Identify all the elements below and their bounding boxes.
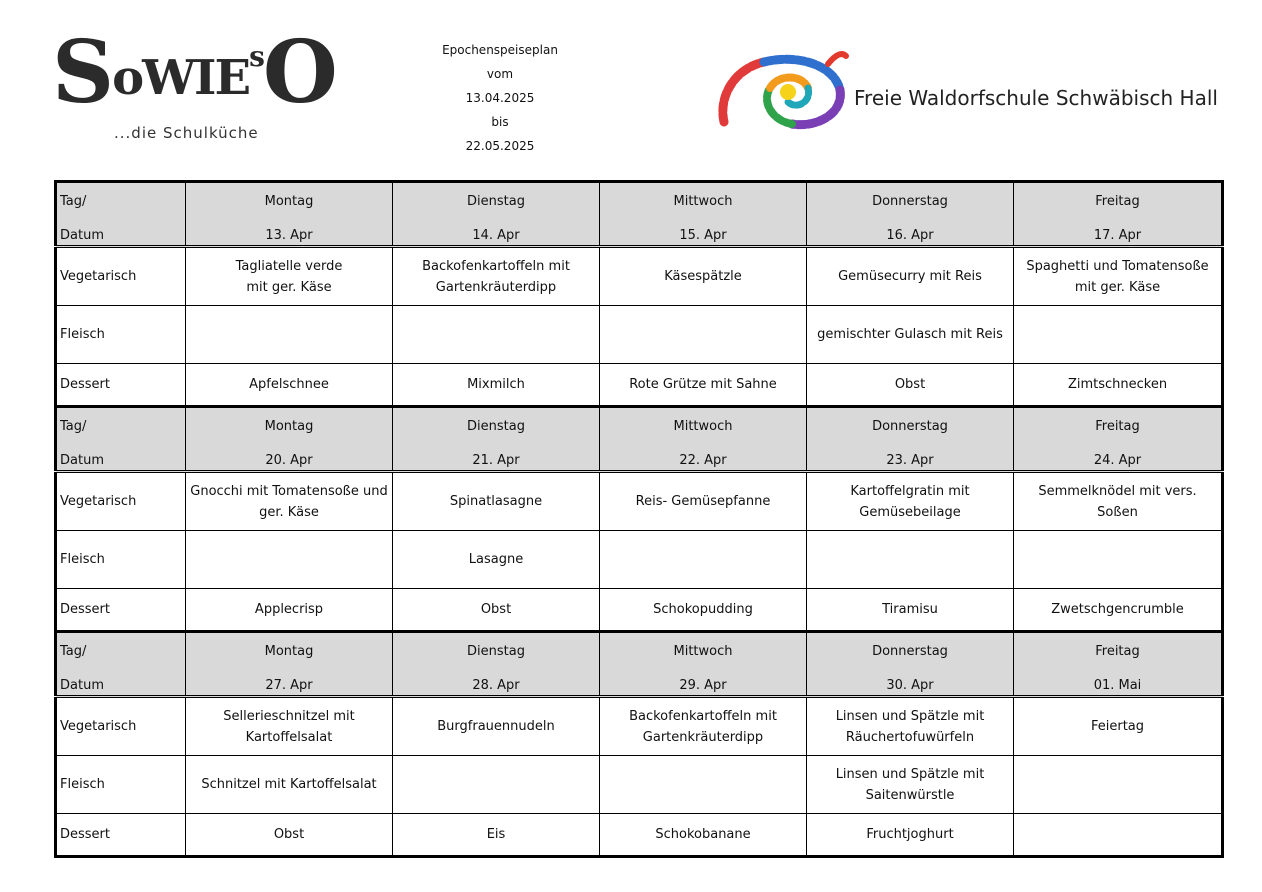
vegetarian-dish: Spaghetti und Tomatensoße mit ger. Käse <box>1014 247 1223 306</box>
day-date: 20. Apr <box>265 453 313 468</box>
day-label: Tag/ <box>60 644 87 659</box>
plan-title: Epochenspeiseplan <box>442 43 558 57</box>
logo-wordmark: SoWIEsO <box>52 22 336 123</box>
spiral-icon <box>716 50 850 130</box>
plan-period <box>420 38 580 158</box>
meat-dish <box>393 306 600 364</box>
day-header-cell <box>1014 182 1223 247</box>
weekday-name: Donnerstag <box>872 194 948 209</box>
plan-start-date: 13.04.2025 <box>465 91 535 105</box>
meat-dish <box>600 306 807 364</box>
weekday-name: Dienstag <box>467 419 525 434</box>
date-label: Datum <box>60 228 104 243</box>
meat-dish <box>186 531 393 589</box>
meat-dish <box>1014 531 1223 589</box>
vegetarian-dish: Backofenkartoffeln mit Gartenkräuterdipp <box>600 697 807 756</box>
day-date: 16. Apr <box>886 228 934 243</box>
day-date-label <box>56 407 186 472</box>
menu-table <box>54 180 1224 858</box>
dessert-dish: Obst <box>186 814 393 857</box>
vegetarian-row <box>56 697 1223 756</box>
sowieso-logo <box>52 22 336 145</box>
date-label: Datum <box>60 453 104 468</box>
day-header-cell <box>600 182 807 247</box>
vegetarian-dish: Gnocchi mit Tomatensoße und ger. Käse <box>186 472 393 531</box>
plan-to-label: bis <box>491 115 509 129</box>
weekday-name: Freitag <box>1095 419 1140 434</box>
weekday-name: Mittwoch <box>673 419 733 434</box>
meat-dish: Lasagne <box>393 531 600 589</box>
weekday-name: Dienstag <box>467 194 525 209</box>
weekday-name: Montag <box>264 644 314 659</box>
vegetarian-dish: Sellerieschnitzel mit Kartoffelsalat <box>186 697 393 756</box>
meat-dish <box>186 306 393 364</box>
meat-label: Fleisch <box>56 306 186 364</box>
meat-dish: Schnitzel mit Kartoffelsalat <box>186 756 393 814</box>
vegetarian-dish: Burgfrauennudeln <box>393 697 600 756</box>
day-header-cell <box>393 407 600 472</box>
logo-tagline: ...die Schulküche <box>114 124 259 142</box>
dessert-dish: Obst <box>807 364 1014 407</box>
day-date: 24. Apr <box>1093 453 1142 468</box>
meat-dish: Linsen und Spätzle mit Saitenwürstle <box>807 756 1014 814</box>
vegetarian-dish: Spinatlasagne <box>393 472 600 531</box>
week-header-row <box>56 407 1223 472</box>
weekday-name: Donnerstag <box>872 419 948 434</box>
dessert-dish: Fruchtjoghurt <box>807 814 1014 857</box>
vegetarian-dish: Feiertag <box>1014 697 1223 756</box>
dessert-dish: Obst <box>393 589 600 632</box>
vegetarian-label: Vegetarisch <box>56 697 186 756</box>
day-label: Tag/ <box>60 194 87 209</box>
day-date: 15. Apr <box>679 228 727 243</box>
day-header-cell <box>600 632 807 697</box>
meat-dish <box>1014 756 1223 814</box>
weekday-name: Freitag <box>1095 194 1140 209</box>
vegetarian-dish: Linsen und Spätzle mit Räuchertofuwürfeln <box>807 697 1014 756</box>
weekday-name: Montag <box>264 419 314 434</box>
meat-row <box>56 306 1223 364</box>
day-header-cell <box>807 182 1014 247</box>
dessert-dish: Zwetschgencrumble <box>1014 589 1223 632</box>
day-header-cell <box>807 407 1014 472</box>
week-header-row <box>56 632 1223 697</box>
vegetarian-dish: Backofenkartoffeln mit Gartenkräuterdipp <box>393 247 600 306</box>
day-header-cell <box>600 407 807 472</box>
dessert-dish: Zimtschnecken <box>1014 364 1223 407</box>
day-header-cell <box>1014 632 1223 697</box>
meat-row <box>56 756 1223 814</box>
vegetarian-dish: Käsespätzle <box>600 247 807 306</box>
dessert-label: Dessert <box>56 814 186 857</box>
day-date: 30. Apr <box>886 678 934 693</box>
dessert-dish <box>1014 814 1223 857</box>
dessert-row <box>56 364 1223 407</box>
dessert-row <box>56 589 1223 632</box>
meat-dish <box>393 756 600 814</box>
weekday-name: Montag <box>264 194 314 209</box>
dessert-dish: Rote Grütze mit Sahne <box>600 364 807 407</box>
day-header-cell <box>393 632 600 697</box>
vegetarian-dish: Kartoffelgratin mit Gemüsebeilage <box>807 472 1014 531</box>
school-name: Freie Waldorfschule Schwäbisch Hall <box>854 86 1218 110</box>
weekday-name: Dienstag <box>467 644 525 659</box>
vegetarian-dish: Semmelknödel mit vers. Soßen <box>1014 472 1223 531</box>
plan-end-date: 22.05.2025 <box>465 139 535 153</box>
weekday-name: Mittwoch <box>673 194 733 209</box>
vegetarian-dish: Reis- Gemüsepfanne <box>600 472 807 531</box>
vegetarian-dish: Gemüsecurry mit Reis <box>807 247 1014 306</box>
vegetarian-row <box>56 247 1223 306</box>
day-date: 14. Apr <box>472 228 520 243</box>
meat-dish <box>600 756 807 814</box>
meat-row <box>56 531 1223 589</box>
meat-dish: gemischter Gulasch mit Reis <box>807 306 1014 364</box>
day-header-cell <box>186 407 393 472</box>
vegetarian-label: Vegetarisch <box>56 247 186 306</box>
dessert-dish: Schokopudding <box>600 589 807 632</box>
vegetarian-row <box>56 472 1223 531</box>
vegetarian-label: Vegetarisch <box>56 472 186 531</box>
meat-dish <box>807 531 1014 589</box>
vegetarian-dish: Tagliatelle verde mit ger. Käse <box>186 247 393 306</box>
dessert-label: Dessert <box>56 364 186 407</box>
day-date: 13. Apr <box>265 228 313 243</box>
day-header-cell <box>186 632 393 697</box>
weekday-name: Donnerstag <box>872 644 948 659</box>
dessert-dish: Schokobanane <box>600 814 807 857</box>
dessert-dish: Tiramisu <box>807 589 1014 632</box>
dessert-dish: Eis <box>393 814 600 857</box>
meat-dish <box>600 531 807 589</box>
day-date: 29. Apr <box>679 678 727 693</box>
day-header-cell <box>186 182 393 247</box>
dessert-dish: Apfelschnee <box>186 364 393 407</box>
dessert-dish: Mixmilch <box>393 364 600 407</box>
meat-dish <box>1014 306 1223 364</box>
dessert-row <box>56 814 1223 857</box>
day-date: 28. Apr <box>472 678 520 693</box>
meat-label: Fleisch <box>56 531 186 589</box>
week-header-row <box>56 182 1223 247</box>
weekday-name: Freitag <box>1095 644 1140 659</box>
day-date-label <box>56 632 186 697</box>
day-date: 27. Apr <box>265 678 313 693</box>
weekday-name: Mittwoch <box>673 644 733 659</box>
day-header-cell <box>393 182 600 247</box>
day-label: Tag/ <box>60 419 87 434</box>
plan-from-label: vom <box>486 67 514 81</box>
day-header-cell <box>1014 407 1223 472</box>
day-date: 23. Apr <box>886 453 934 468</box>
day-date: 21. Apr <box>472 453 520 468</box>
day-date-label <box>56 182 186 247</box>
dessert-label: Dessert <box>56 589 186 632</box>
dessert-dish: Applecrisp <box>186 589 393 632</box>
day-date: 17. Apr <box>1093 228 1142 243</box>
meat-label: Fleisch <box>56 756 186 814</box>
day-header-cell <box>807 632 1014 697</box>
day-date: 01. Mai <box>1093 678 1142 693</box>
date-label: Datum <box>60 678 104 693</box>
day-date: 22. Apr <box>679 453 727 468</box>
